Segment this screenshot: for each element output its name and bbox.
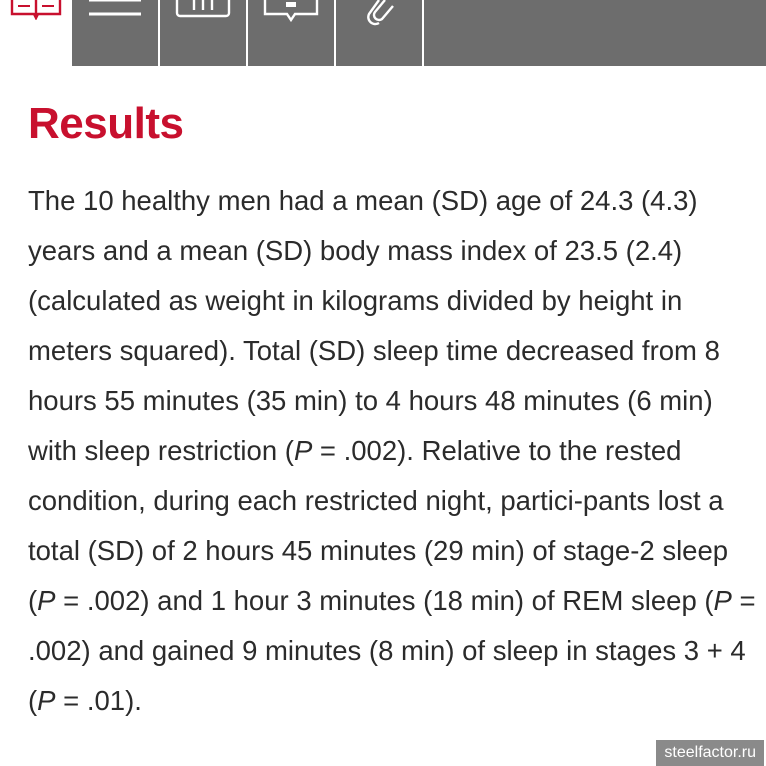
p-value-symbol: P xyxy=(293,435,313,466)
paragraph-text: = .002). Relative to the rested condition, during each restricted night, partici-pants lost a total (SD) of 2 hours 45 minutes (29 min) of stage-2 sleep ( xyxy=(28,435,729,616)
paragraph-text: = .01). xyxy=(55,685,142,716)
article-section xyxy=(28,96,758,726)
paragraph-text: = .002) and gained 9 minutes (8 min) of sleep in stages 3 + 4 ( xyxy=(28,585,756,716)
p-value-symbol: P xyxy=(37,585,56,616)
figures-icon xyxy=(175,0,231,20)
toolbar-spacer xyxy=(424,0,766,66)
article-toolbar xyxy=(0,0,766,66)
section-heading: Results xyxy=(28,99,184,148)
link-icon xyxy=(359,0,399,28)
book-icon xyxy=(8,0,64,66)
p-value-symbol: P xyxy=(713,585,732,616)
watermark: steelfactor.ru xyxy=(656,740,764,766)
p-value-symbol: P xyxy=(37,685,56,716)
menu-icon xyxy=(87,0,143,20)
book-button[interactable] xyxy=(0,0,72,66)
comment-icon xyxy=(261,0,321,24)
comments-button[interactable] xyxy=(248,0,336,66)
paragraph-text: The 10 healthy men had a mean (SD) age of 24.3 (4.3) years and a mean (SD) body mass index of 23.5 (2.4) (calculated as weight in kilograms divided by height in meters squared). Total (SD) sleep time decreased from 8 hours 55 minutes (35 min) to 4 hours 48 minutes (6 min) with sleep restriction ( xyxy=(28,185,720,466)
paragraph-text: = .002) and 1 hour 3 minutes (18 min) of REM sleep ( xyxy=(55,585,714,616)
link-button[interactable] xyxy=(336,0,424,66)
results-paragraph xyxy=(28,176,758,726)
menu-button[interactable] xyxy=(72,0,160,66)
figures-button[interactable] xyxy=(160,0,248,66)
